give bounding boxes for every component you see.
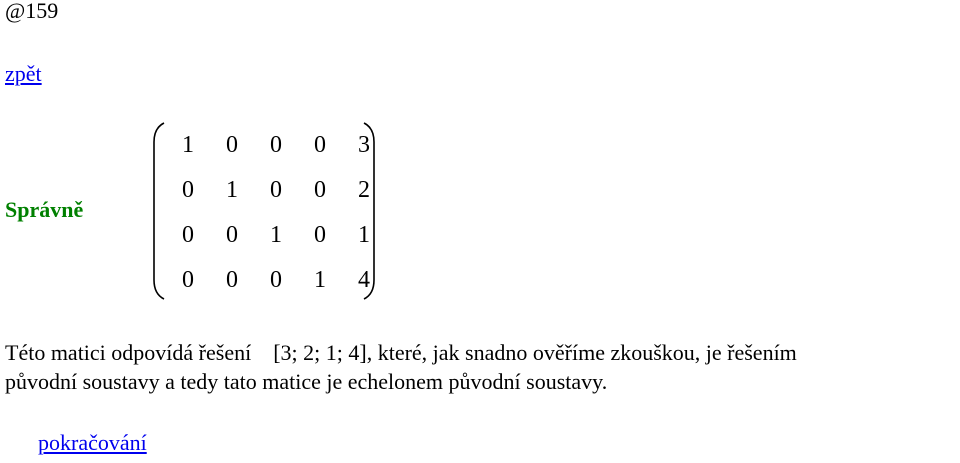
explanation-prefix: Této matici odpovídá řešení (5, 340, 252, 365)
matrix-cell: 0 (314, 177, 326, 203)
verdict-label: Správně (5, 197, 84, 222)
matrix (152, 122, 376, 300)
matrix-cell: 4 (358, 267, 370, 293)
explanation-line-1 (5, 340, 797, 366)
matrix-cell: 0 (270, 177, 282, 203)
left-bracket (152, 122, 166, 300)
explanation-suffix: , které, jak snadno ověříme zkouškou, je řešením (366, 340, 797, 365)
matrix-cell: 1 (358, 222, 370, 248)
matrix-cell: 3 (358, 132, 370, 158)
solution-vector: [3; 2; 1; 4] (273, 340, 367, 365)
right-bracket (362, 122, 376, 300)
matrix-cell: 1 (314, 267, 326, 293)
matrix-cell: 0 (182, 222, 194, 248)
matrix-cell: 0 (182, 267, 194, 293)
matrix-cell: 2 (358, 177, 370, 203)
matrix-cell: 0 (226, 132, 238, 158)
matrix-cell: 0 (226, 267, 238, 293)
continue-link[interactable]: pokračování (38, 430, 147, 455)
matrix-cell: 1 (226, 177, 238, 203)
matrix-cell: 0 (270, 132, 282, 158)
explanation-line-2: původní soustavy a tedy tato matice je echelonem původní soustavy. (5, 369, 608, 394)
matrix-cell: 1 (182, 132, 194, 158)
matrix-cell: 0 (314, 132, 326, 158)
page-id: @159 (5, 0, 59, 23)
matrix-cell: 0 (182, 177, 194, 203)
matrix-grid (166, 128, 386, 308)
matrix-cell: 0 (314, 222, 326, 248)
matrix-cell: 0 (226, 222, 238, 248)
matrix-cell: 0 (270, 267, 282, 293)
matrix-cell: 1 (270, 222, 282, 248)
back-link[interactable]: zpět (5, 61, 42, 86)
